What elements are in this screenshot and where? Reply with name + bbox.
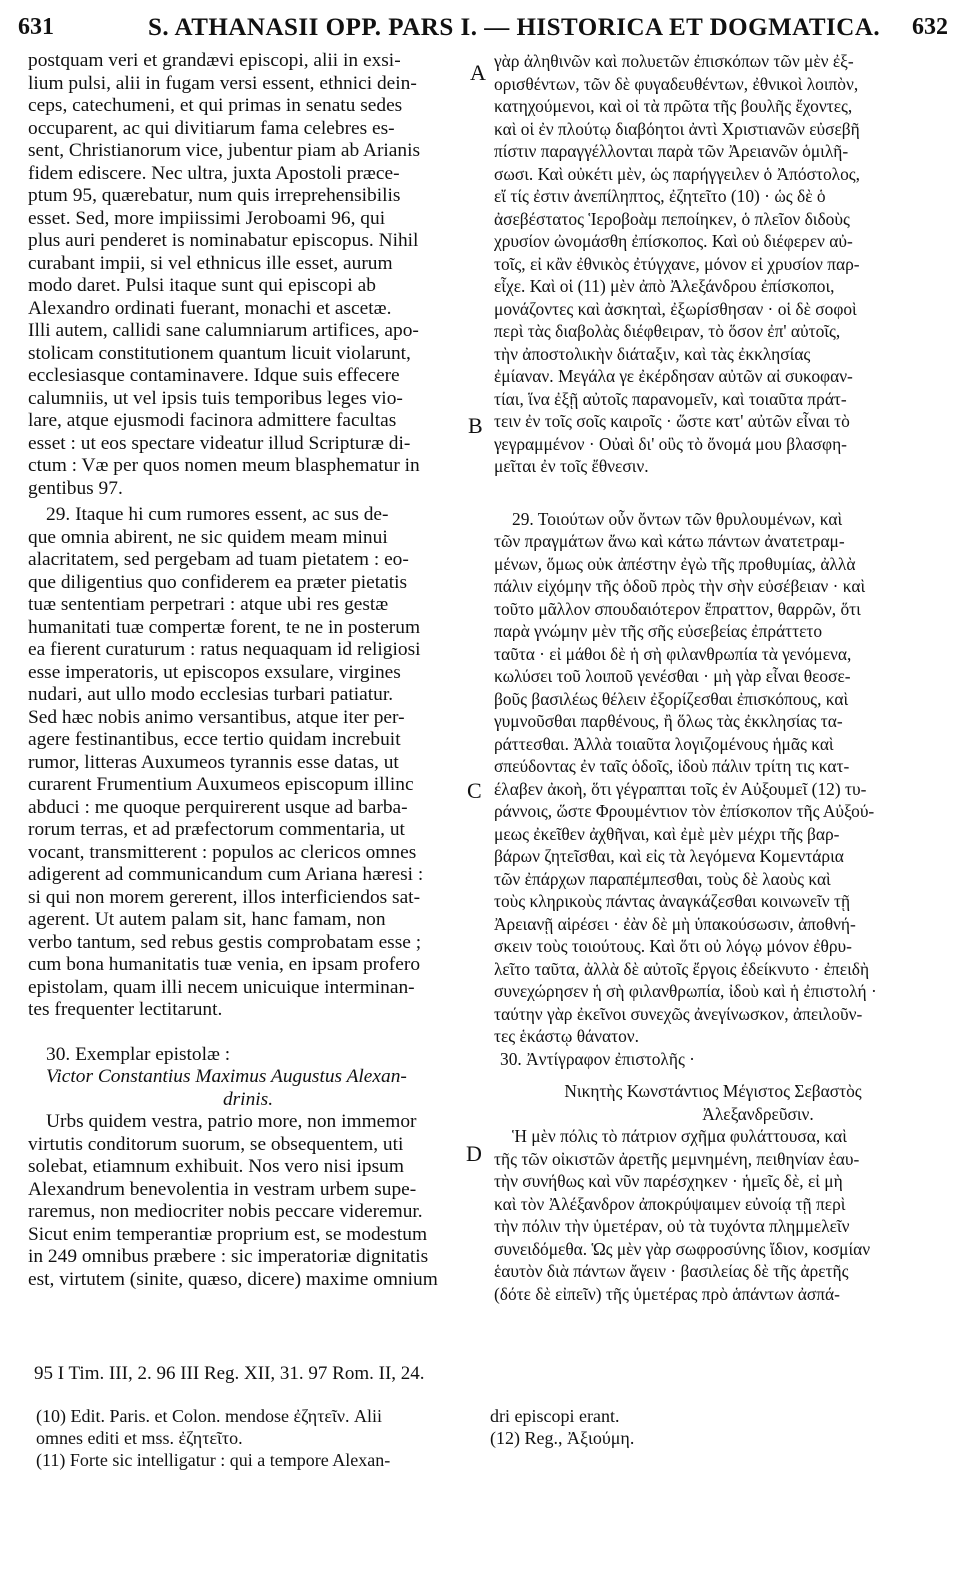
latin-text-line: stolicam constitutionem quantum licuit violarunt, [28, 342, 411, 364]
greek-paragraph-29 [494, 508, 932, 1048]
greek-text-line: μένων, ὅμως οὐκ ἀπέστην ἐγὼ τῆς προθυμίας, ἀλλὰ [494, 553, 856, 574]
latin-text-line: esse imperatoris, ut episcopos exsulare, virgines [28, 661, 401, 683]
margin-letter-d: D [466, 1141, 482, 1166]
greek-text-line: τὴν συνήθως καὶ νῦν παρέσχηκεν · ἡμεῖς δὲ, εἰ μὴ [494, 1171, 843, 1191]
latin-text-line: esset : ut eos spectare videatur illud Scripturæ di- [28, 432, 411, 454]
greek-text-line: 29. Τοιούτων οὖν ὄντων τῶν θρυλουμένων, καὶ [512, 508, 843, 529]
latin-text-line: Urbs quidem vestra, patrio more, non immemor [46, 1111, 417, 1132]
latin-text-line: Illi autem, callidi sane calumniarum artifices, apo- [28, 320, 419, 341]
latin-text-line: ceps, catechumeni, et qui primas in senatu sedes [28, 95, 403, 116]
greek-paragraph-letter [494, 1125, 932, 1305]
greek-text-line: κατηχούμενοι, καὶ οἱ τὰ πρῶτα τῆς βουλῆς ἔχοντες, [494, 96, 853, 116]
greek-text-line: τὴν πόλιν τὴν ὑμετέραν, οὐ τὰ τυχόντα πλημμελεῖν [494, 1216, 850, 1236]
latin-text-line: est, virtutem (sinite, quæso, dicere) maxime omnium [28, 1268, 438, 1290]
scripture-footnotes: 95 I Tim. III, 2. 96 III Reg. XII, 31. 97 Rom. II, 24. [34, 1363, 425, 1384]
latin-text-line: solebat, etiamnum exhibuit. Nos vero nisi ipsum [28, 1156, 404, 1177]
greek-text-line: ταύτην γὰρ ἐκεῖνοι συνεχῶς ἀνεγίνωσκον, ἀπειλοῦν- [494, 1003, 863, 1024]
greek-text-line: τες ἑκάστῳ θάνατον. [494, 1026, 640, 1046]
latin-text-line: plus auri penderet is nominabatur episcopus. Nihil [28, 230, 419, 251]
greek-text-line: γεγραμμένον · Οὐαὶ δι' οὓς τὸ ὄνομά μου βλασφη- [494, 433, 847, 454]
greek-text-line: σκειν τοὺς τοιούτους. Καὶ ὅτι οὐ λόγῳ μόνον ἐθρυ- [494, 936, 852, 956]
greek-text-line: έλαβεν ἀκοὴ, ὅτι γέγραπται τοῖς ἐν Αὐξουμεῖ (12) τυ- [494, 778, 867, 799]
greek-text-line: Ἡ μὲν πόλις τὸ πάτριον σχῆμα φυλάττουσα, καὶ [512, 1126, 847, 1146]
footnote-line: (12) Reg., Ἀξιούμη. [490, 1428, 635, 1448]
greek-text-line: τοῦτο μᾶλλον σπουδαιότερον ἔπραττον, θαρρῶν, ὅτι [494, 598, 861, 619]
greek-text-line: μεῖται ἐν τοῖς ἔθνεσιν. [494, 456, 649, 476]
greek-text-line: τοῖς, εἰ κἂν ἐθνικὸς ἐτύγχανε, μόνον εἰ χρυσίον παρ- [494, 253, 860, 274]
greek-text-line: ορισθέντων, τῶν δὲ φυγαδευθέντων, ἐθνικοὶ λοιπὸν, [494, 73, 859, 94]
footnote-line: omnes editi et mss. ἐζητεῖτο. [36, 1428, 243, 1448]
latin-section-30-heading: 30. Exemplar epistolæ : [46, 1043, 231, 1065]
latin-text-line: Alexandro ordinati fuerant, monachi et ascetæ. [28, 297, 392, 319]
greek-text-line: καὶ οἱ ἐν πλούτῳ διαβόητοι ἀντὶ Χριστιανῶν εὐσεβῆ [494, 118, 860, 139]
footnote-line: dri episcopi erant. [490, 1406, 620, 1426]
latin-text-line: postquam veri et grandævi episcopi, alii in exsi- [28, 50, 401, 71]
greek-text-line: εἴ τίς ἐστιν ἀνεπίληπτος, ἐζητεῖτο (10) · ὡς δὲ ὁ [494, 186, 826, 206]
latin-text-line: nudari, aut ullo modo ecclesias turbari patiatur. [28, 684, 394, 705]
margin-letter-b: B [468, 413, 483, 438]
greek-text-line: ἀσεβέστατος Ἱεροβοὰμ πεποίηκεν, ὁ πλεῖον διδοὺς [494, 208, 850, 229]
latin-text-line: tuæ sententiam perpetrari : atque ubi res gestæ [28, 594, 389, 615]
latin-text-line: cum bona humanitatis tuæ venia, en ipsam profero [28, 954, 421, 975]
latin-text-line: gentibus 97. [28, 477, 123, 499]
latin-text-line: vocant, transmitterent : populos ac clericos omnes [28, 841, 417, 863]
latin-text-line: lium pulsi, alii in fugam versi essent, ethnici dein- [28, 72, 417, 94]
greek-text-line: ἑαυτὸν διὰ πάντων ἄγειν · βασιλείας δὲ τῆς ἀρετῆς [494, 1261, 849, 1281]
editorial-footnotes-right [490, 1405, 920, 1449]
running-title: S. ATHANASII OPP. PARS I. — HISTORICA ET DOGMATICA. [148, 14, 881, 41]
latin-text-line: agere festinantibus, ecce tertio quidam increbuit [28, 729, 401, 750]
greek-text-line: τοὺς κληρικοὺς πάντας ἀναγκάζεσθαι κοινωνεῖν τῇ [494, 891, 851, 911]
latin-paragraph-1 [28, 50, 468, 500]
greek-text-line: τὴν ἀποστολικὴν διάταξιν, καὶ τὰς ἐκκλησίας [494, 343, 811, 364]
latin-letter-title-1: Victor Constantius Maximus Augustus Alexan- [46, 1066, 407, 1087]
greek-text-line: γυμνοῦσθαι παρθένους, ἢ ὅλως τὰς ἐκκλησίας τα- [494, 711, 843, 731]
latin-text-line: ecclesiasque contaminavere. Idque suis effecere [28, 365, 400, 386]
greek-text-line: σπεύδοντας ἐν ταῖς ὁδοῖς, ἰδοὺ πάλιν τρίτη τις κατ- [494, 756, 850, 776]
footnote-line: (10) Edit. Paris. et Colon. mendose ἐζητεῖν. Alii [36, 1406, 382, 1426]
latin-text-line: si qui non morem gererent, illos interficiendos sat- [28, 886, 421, 908]
greek-text-line: (δότε δὲ εἰπεῖν) τῆς ὑμετέρας πρὸ ἁπάντων ἀσπά- [494, 1283, 840, 1304]
greek-text-line: κωλύσει τοῦ λοιποῦ γενέσθαι · μὴ γὰρ εἶναι θεοσε- [494, 666, 851, 686]
latin-text-line: alacritatem, sed pergebam ad tuam pietatem : eo- [28, 549, 409, 570]
greek-text-line: συνειδόμεθα. Ὡς μὲν γὰρ σωφροσύνης ἴδιον, κοσμίαν [494, 1238, 871, 1259]
greek-paragraph-1 [494, 50, 932, 478]
latin-letter-title-2: drinis. [222, 1088, 274, 1110]
latin-text-line: esset. Sed, more impiissimi Jeroboami 96, qui [28, 207, 386, 229]
latin-text-line: modo daret. Pulsi itaque sunt qui episcopi ab [28, 275, 376, 296]
latin-paragraph-29 [28, 504, 468, 1022]
latin-text-line: humanitati tuæ compertæ forent, te ne in posterum [28, 616, 421, 638]
greek-text-line: ράττεσθαι. Ἀλλὰ τοιαῦτα λογιζομένους ἡμᾶς καὶ [494, 733, 834, 754]
latin-text-line: lare, atque ejusmodi facinora admittere facultas [28, 410, 397, 431]
greek-text-line: τειν ἐν τοῖς σοῖς καιροῖς · ὥστε κατ' αὐτῶν εἶναι τὸ [494, 411, 850, 431]
greek-text-line: σωσι. Καὶ οὐκέτι μὲν, ὡς παρήγγειλεν ὁ Ἀπόστολος, [494, 163, 861, 184]
greek-text-line: συνεχώρησεν ἡ σὴ φιλανθρωπία, ἰδοὺ καὶ ἡ ἐπιστολή · [494, 981, 877, 1001]
greek-text-line: παρὰ γνώμην μὲν τῆς σῆς εὐσεβείας ἐπράττετο [494, 621, 823, 641]
greek-text-line: βάρων ζητεῖσθαι, καὶ εἰς τὰ λεγόμενα Κομεντάρια [494, 846, 844, 866]
editorial-footnotes-left [36, 1405, 466, 1471]
latin-text-line: que omnia abirent, ne sic quidem meam minui [28, 526, 388, 548]
footnote-line: (11) Forte sic intelligatur : qui a tempore Alexan- [36, 1450, 391, 1470]
greek-text-line: μεως ἐκεῖθεν ἀχθῆναι, καὶ ἐμὲ μὲν μέχρι τῆς βαρ- [494, 823, 840, 844]
greek-text-line: μονάζοντες καὶ ἀσκηταὶ, ἐξωρίσθησαν · οἱ δὲ σοφοὶ [494, 298, 857, 319]
latin-text-line: ctum : Væ per quos nomen meum blasphematur in [28, 455, 420, 476]
greek-text-line: ἐμίαναν. Μεγάλα γε ἐκέρδησαν αὐτῶν αἱ συκοφαν- [494, 366, 853, 386]
greek-text-line: ράννοις, ὥστε Φρουμέντιον τὸν ἐπίσκοπον τῆς Αὐξού- [494, 801, 875, 821]
margin-letter-c: C [467, 778, 482, 803]
latin-text-line: verbo tantum, sed rebus gestis comprobatam esse ; [28, 931, 422, 953]
latin-text-line: occuparent, ac qui divitiarum fama celebres es- [28, 117, 395, 139]
greek-column [494, 50, 932, 1305]
greek-text-line: χρυσίον ὠνομάσθη ἐπίσκοπος. Καὶ οὐ διέφερεν αὐ- [494, 231, 853, 251]
greek-text-line: τῶν ἐπάρχων παραπέμπεσθαι, τοὺς δὲ λαοὺς καὶ [494, 868, 831, 889]
latin-text-line: Sed hæc nobis animo versantibus, atque iter per- [28, 706, 405, 728]
latin-text-line: ea fierent curaturum : ratus nequaquam id religiosi [28, 639, 421, 660]
latin-text-line: que diligentius quo confiderem ea præter pietatis [28, 571, 408, 593]
running-header [18, 6, 948, 50]
greek-text-line: εἶχε. Καὶ οἱ (11) μὲν ἀπὸ Ἀλεξάνδρου ἐπίσκοποι, [494, 276, 835, 296]
greek-text-line: τίαι, ἵνα ἐξῇ αὐτοῖς παρανομεῖν, καὶ τοιαῦτα πράτ- [494, 388, 847, 409]
greek-text-line: ταῦτα · εἰ μάθοι δὲ ἡ σὴ φιλανθρωπία τὰ γενόμενα, [494, 643, 852, 664]
latin-text-line: abduci : me quoque perquirerent usque ad barba- [28, 796, 408, 818]
greek-text-line: καὶ τὸν Ἀλέξανδρον ἀποκρύψαιμεν εὐνοίᾳ τῇ περὶ [494, 1193, 846, 1214]
greek-letter-title-2: Ἀλεξανδρεῦσιν. [702, 1103, 814, 1124]
greek-letter-title-1: Νικητὴς Κωνστάντιος Μέγιστος Σεβαστὸς [564, 1081, 862, 1101]
latin-text-line: Sicut enim temperantiæ proprium est, se modestum [28, 1223, 428, 1245]
latin-column [28, 50, 468, 1291]
latin-text-line: in 249 omnibus præbere : sic imperatoriæ dignitatis [28, 1246, 429, 1267]
page-number-right: 632 [912, 14, 948, 40]
latin-text-line: 29. Itaque hi cum rumores essent, ac sus de- [46, 504, 389, 525]
greek-text-line: τῶν πραγμάτων ἄνω καὶ κάτω πάντων ἀνατετραμ- [494, 531, 845, 551]
greek-text-line: βοῦς βασιλέως θέλειν ἐξορίζεσθαι ἐπισκόπους, καὶ [494, 688, 849, 709]
greek-text-line: τῆς τῶν οἰκιστῶν ἀρετῆς μεμνημένη, πειθηνίαν ἑαυ- [494, 1148, 860, 1169]
latin-text-line: epistolam, quam illi necem unicuique interminan- [28, 976, 415, 998]
latin-text-line: calumniis, ut vel ipsis tuis temporibus leges vio- [28, 387, 403, 409]
latin-text-line: raremus, non mediocriter nobis peccare videremur. [28, 1201, 423, 1222]
latin-text-line: rorum terras, et ad præfectorum commentaria, ut [28, 819, 405, 840]
latin-text-line: sent, Christianorum vice, jubentur piam ab Arianis [28, 140, 421, 161]
margin-letter-a: A [470, 60, 486, 85]
page-number-left: 631 [18, 14, 54, 40]
latin-text-line: ptum 95, quærebatur, num quis irreprehensibilis [28, 185, 401, 206]
latin-text-line: virtutis conditorum suorum, se obsequentem, uti [28, 1133, 404, 1155]
latin-paragraph-letter [28, 1111, 468, 1291]
greek-text-line: Ἀρειανῇ αἱρέσει · ἐὰν δὲ μὴ ὑπακούσωσιν, ἀποθνή- [494, 913, 856, 934]
latin-text-line: tes frequenter lectitarunt. [28, 999, 223, 1020]
latin-text-line: fidem ediscere. Nec ultra, juxta Apostoli præce- [28, 162, 400, 184]
latin-text-line: Alexandrum benevolentia in vestram urbem supe- [28, 1178, 417, 1200]
greek-text-line: γὰρ ἀληθινῶν καὶ πολυετῶν ἐπισκόπων τῶν μὲν ἐξ- [494, 51, 854, 71]
greek-text-line: λεῖτο ταῦτα, ἀλλὰ δὲ αὐτοῖς ἔργοις ἐδείκνυτο · ἐπειδὴ [494, 958, 870, 979]
latin-text-line: curabant impii, si vel ethnicus ille esset, aurum [28, 252, 393, 274]
greek-text-line: πάλιν εἰχόμην τῆς ὁδοῦ πρὸς τὴν σὴν εὐσέβειαν · καὶ [494, 576, 866, 596]
latin-text-line: rumor, litteras Auxumeos tyrannis esse datas, ut [28, 751, 399, 773]
latin-text-line: adigerent ad communicandum cum Ariana hæresi : [28, 864, 424, 885]
greek-text-line: πίστιν παραγγέλλονται παρὰ τῶν Ἀρειανῶν ὁμιλῆ- [494, 141, 849, 161]
greek-section-30-heading: 30. Ἀντίγραφον ἐπιστολῆς · [500, 1048, 695, 1069]
latin-text-line: agerent. Ut autem palam sit, hanc famam, non [28, 909, 386, 930]
greek-text-line: περὶ τὰς διαβολὰς διέφθειραν, τὸ ὅσον ἐπ' αὐτοῖς, [494, 321, 841, 341]
latin-text-line: curarent Frumentium Auxumeos episcopum illinc [28, 774, 414, 795]
